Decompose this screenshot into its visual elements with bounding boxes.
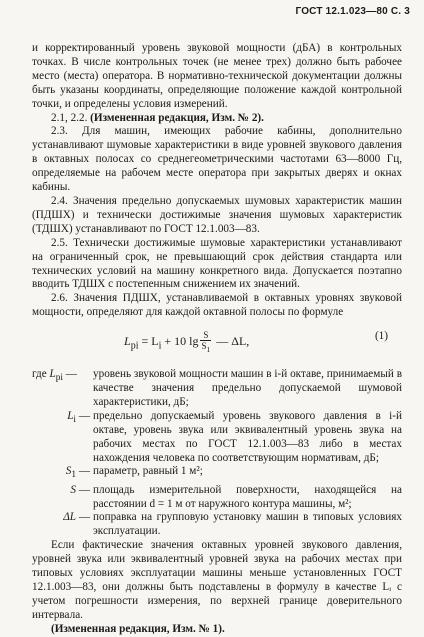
amendment-note: (Измененная редакция, Изм. № 2). [90, 111, 264, 124]
clause-number: 2.1, 2.2. [51, 111, 88, 124]
formula-1 [32, 322, 402, 368]
paragraph-2-1 [32, 112, 402, 126]
definition-item: $L_i$ — предельно допускаемый уровень звукового давления в i-й октаве, уровень звука или эквивалентный уровень звука на рабочих местах по ГОСТ 12.1.003—83 либо в местах нахождения человека по соответствующим нормативам, дБ; [67, 409, 402, 464]
paragraph-final: Если фактические значения октавных уровней звукового давления, уровней звука или эквивалентный уровней звука на рабочих местах при типовых условиях эксплуатации машины меньше установленных ГОСТ 12.1.003—83, они должны быть подставлены в формулу в качестве Lᵢ с учетом погрешности измерения, по верхней границе доверительного интервала. [32, 539, 402, 621]
formula-fraction: $\frac{S}{S_1}$ [201, 330, 211, 354]
paragraph-continuation: и корректированный уровень звуковой мощности (дБА) в контрольных точках. В числе контрольных точек (не менее трех) должно быть рабочее место (места) оператора. В нормативно-технической документации должны быть указаны координаты, определяющие положение каждой контрольной точки, и определены условия измерений. [32, 42, 402, 110]
definition-item: где $L_{pi}$ — уровень звуковой мощности машин в i-й октаве, принимаемый в качестве значения предельно допускаемой шумовой характеристики, дБ; [32, 368, 402, 408]
formula-number: (1) [374, 330, 388, 343]
amendment-note-final: (Измененная редакция, Изм. № 1). [51, 622, 225, 635]
paragraph-2-3: 2.3. Для машин, имеющих рабочие кабины, дополнительно устанавливают шумовые характеристики в виде уровней звукового давления в октавных полосах со среднегеометрическими частотами 63—8000 Гц, определяемые на рабочем месте оператора при закрытых дверях и окнах кабины. [32, 125, 402, 194]
document-body [32, 42, 402, 637]
paragraph-2-6: 2.6. Значения ПДШХ, устанавливаемой в октавных уровнях звуковой мощности, определяют для каждой октавной полосы по формуле [32, 292, 402, 319]
paragraph-2-5: 2.5. Технически достижимые шумовые характеристики устанавливают на ограниченный срок, не превышающий срок действия стандарта или технических условий на машину конкретного вида. Допускается поэтапно вводить ТДШХ с постепенным снижением их значений. [32, 236, 402, 291]
formula-expression: $L_{pi} = L_i + 10$ lg $\frac{S}{S_1}$ — ΔL, [124, 330, 250, 354]
definition-item: $S_1$ — параметр, равный 1 м²; [65, 465, 203, 481]
paragraph-2-4: 2.4. Значения предельно допускаемых шумовых характеристик машин (ПДШХ) и технически достижимые значения шумовых характеристик (ТДШХ) устанавливают по ГОСТ 12.1.003—83. [32, 194, 402, 235]
definition-item: ΔL — поправка на групповую установку машин в типовых условиях эксплуатации. [63, 511, 402, 538]
page-header: ГОСТ 12.1.023—80 С. 3 [295, 6, 410, 17]
definitions-list [32, 368, 402, 539]
definition-item: S — площадь измерительной поверхности, находящейся на расстоянии d = 1 м от наружного контура машины, м²; [70, 483, 402, 510]
